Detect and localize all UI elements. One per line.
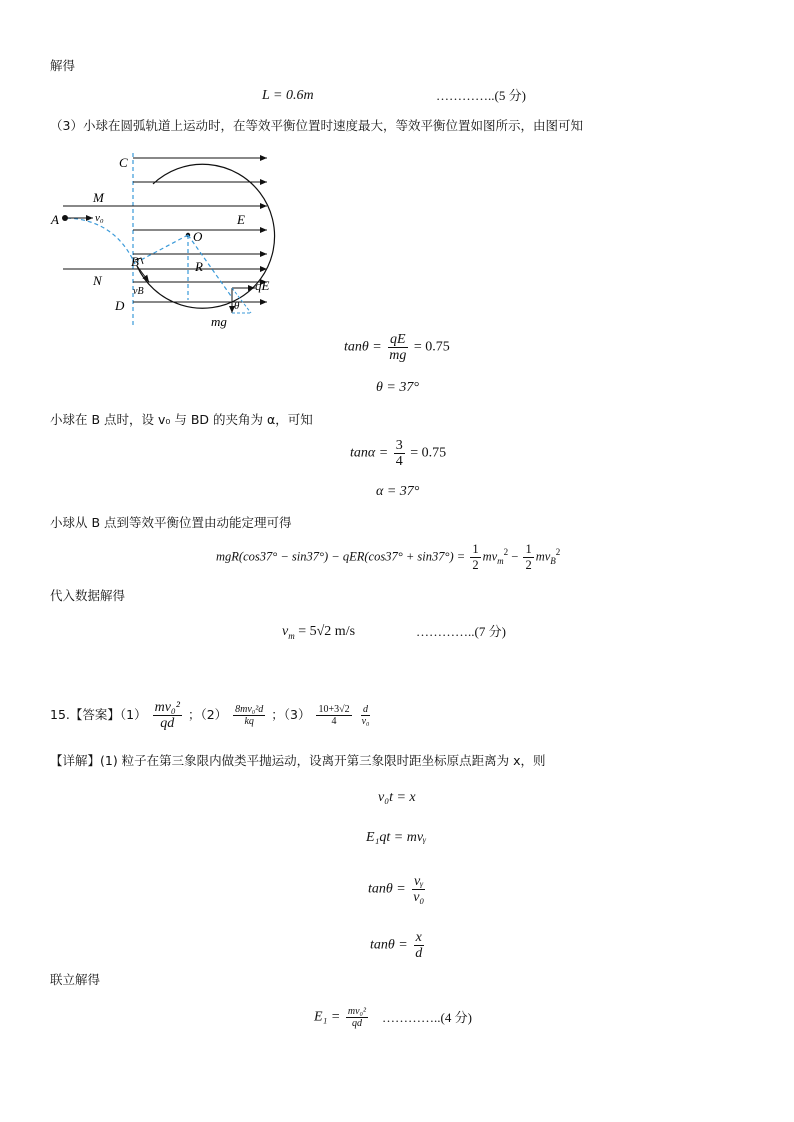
label-r: R — [195, 259, 203, 274]
text-lianli: 联立解得 — [50, 972, 101, 987]
part3-intro: （3）小球在圆弧轨道上运动时，在等效平衡位置时速度最大，等效平衡位置如图所示，由图可知 — [50, 118, 583, 133]
equation-theta: θ = 37° — [376, 380, 419, 395]
label-a: A — [51, 212, 59, 227]
equation-tan-theta: tanθ = $\frac{qE}{mg}$ = 0.75 — [344, 332, 450, 363]
equation-tan-vy: tanθ = $\frac{\text{vᵧ}}{\text{v₀}}$ — [368, 874, 425, 905]
equation-energy: mgR(cos37° − sin37°) − qER(cos37° + sin37°) = $\frac{1}{2}$ $mv_m^2$ − $\frac{1}{2}$ $mv_B^2$ — [216, 542, 561, 572]
equation-L: L = 0.6m — [262, 88, 314, 103]
label-b: B — [131, 254, 139, 269]
equation-alpha: α = 37° — [376, 484, 420, 499]
label-vb: vB — [133, 286, 144, 297]
circular-track — [137, 164, 275, 308]
equation-tan-alpha: tanα = $\frac{3}{4}$ = 0.75 — [350, 438, 447, 469]
label-qe: qE — [255, 278, 270, 293]
label-mg: mg — [211, 314, 227, 329]
detail-text: 【详解】(1) 粒子在第三象限内做类平抛运动，设离开第三象限时距坐标原点距离为 x，则 — [50, 753, 546, 768]
score-4: …………..(4 分) — [382, 1010, 472, 1025]
physics-diagram — [45, 148, 285, 333]
text-b-point: 小球在 B 点时，设 v₀ 与 BD 的夹角为 α，可知 — [50, 412, 313, 427]
q15-answer: 15.【答案】（1） $\frac{\text{mv₀²}}{qd}$ ；（2） $\frac{\text{8mv₀²d}}{kq}$ ；（3） $\frac{10+3√2}{4}$ $\frac{d}{\text{v₀}}$ — [50, 700, 370, 731]
equation-v0t: v₀t = x — [378, 790, 416, 805]
equation-e1qt: E₁qt = mvᵧ — [366, 830, 427, 845]
label-n: N — [93, 273, 102, 288]
text-jiede: 解得 — [50, 58, 76, 73]
text-energy: 小球从 B 点到等效平衡位置由动能定理可得 — [50, 515, 292, 530]
label-c: C — [119, 155, 128, 170]
text-substitute: 代入数据解得 — [50, 588, 126, 603]
label-o: O — [193, 229, 203, 244]
label-m: M — [93, 190, 104, 205]
label-v0: v₀ — [95, 212, 104, 224]
score-7: …………..(7 分) — [416, 624, 506, 639]
score-5: …………..(5 分) — [436, 88, 526, 103]
label-theta: θ — [234, 300, 240, 312]
label-e: E — [237, 212, 245, 227]
equation-e1: E₁ = $\frac{\text{mv₀²}}{qd}$ — [314, 1006, 367, 1029]
equation-tan-xd: tanθ = $\frac{x}{d}$ — [370, 930, 423, 961]
label-d: D — [115, 298, 125, 313]
trajectory-dashed — [67, 218, 135, 264]
equation-vm: $v_m = 5√2$ m/s — [282, 624, 356, 641]
radius-to-b — [137, 235, 188, 262]
